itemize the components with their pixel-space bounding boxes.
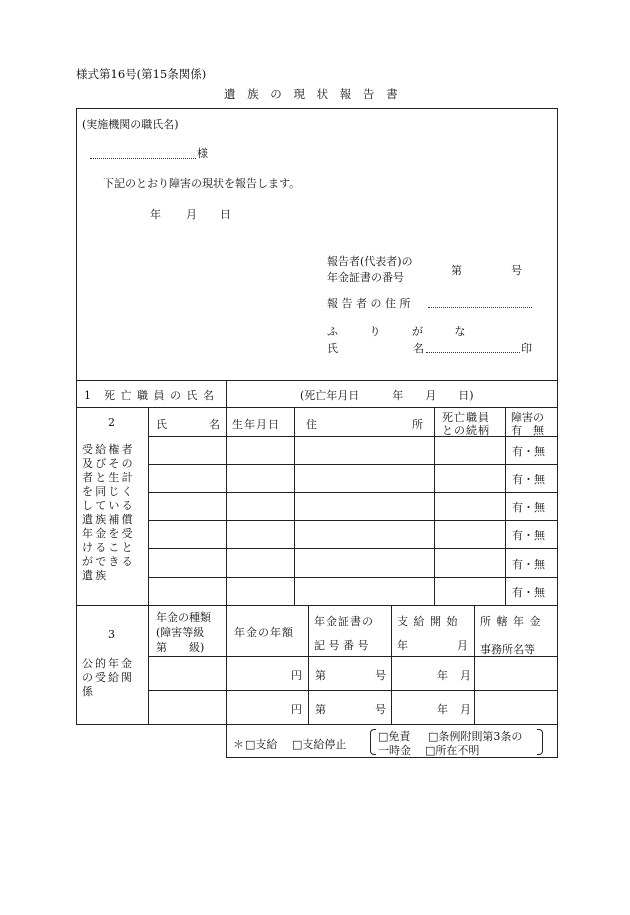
- col-birth: 生年月日: [232, 418, 280, 431]
- section1-label: 1 死 亡 職 員 の 氏 名: [84, 389, 215, 402]
- name-line[interactable]: [426, 352, 520, 353]
- footer-asterisk: ＊: [233, 738, 244, 751]
- disability-choice[interactable]: 有・無: [512, 558, 545, 571]
- col-cert-2: 記 号 番 号: [314, 639, 369, 652]
- unknown-checkbox[interactable]: □所在不明: [425, 744, 480, 757]
- cert-dai: 第: [315, 669, 326, 682]
- section2-side-label: 受給権者及びその者と生計を同じくしている遺族補償年金を受けることができる遺族: [82, 443, 135, 582]
- yen-unit: 円: [291, 669, 302, 682]
- yen-unit: 円: [291, 703, 302, 716]
- disability-choice[interactable]: 有・無: [512, 473, 545, 486]
- pay-checkbox[interactable]: □支給: [245, 738, 278, 751]
- start-month: 月: [460, 669, 471, 682]
- address-line[interactable]: [428, 307, 532, 308]
- right-bracket: [537, 729, 543, 755]
- stop-checkbox[interactable]: □支給停止: [292, 738, 347, 751]
- col-address-1: 住: [306, 418, 317, 431]
- article-checkbox[interactable]: □条例附則第3条の: [428, 730, 523, 743]
- pension-dai: 第: [451, 264, 462, 277]
- start-year: 年: [437, 669, 448, 682]
- date-month: 月: [186, 208, 197, 221]
- reporter-pension-label-2: 年金証書の番号: [327, 271, 404, 284]
- col-amount: 年金の年額: [234, 626, 294, 639]
- agency-name-line[interactable]: [90, 158, 196, 159]
- col-start-1: 支 給 開 始: [397, 615, 459, 628]
- seal-mark: 印: [521, 342, 532, 355]
- left-bracket: [370, 729, 376, 755]
- col-start-2: 年: [397, 639, 408, 652]
- col-office-1: 所 轄 年 金: [480, 615, 542, 628]
- col-type-3: 第 級): [156, 641, 205, 654]
- date-year: 年: [150, 208, 161, 221]
- section2-number: 2: [108, 416, 115, 429]
- section3-side-label: 公的年金の受給関係: [82, 657, 134, 698]
- death-date: (死亡年月日 年 月 日): [300, 389, 474, 402]
- pension-go: 号: [511, 264, 522, 277]
- col-name-2: 名: [209, 418, 220, 431]
- col-disability-1: 障害の: [511, 411, 544, 424]
- agency-label: (実施機関の職氏名): [82, 118, 179, 131]
- col-address-2: 所: [412, 418, 423, 431]
- disability-choice[interactable]: 有・無: [512, 501, 545, 514]
- disability-choice[interactable]: 有・無: [512, 586, 545, 599]
- start-month: 月: [460, 703, 471, 716]
- sama-label: 様: [197, 147, 208, 160]
- col-office-2: 事務所名等: [480, 643, 535, 656]
- exempt-checkbox[interactable]: □免責: [378, 730, 411, 743]
- col-relation-2: との続柄: [442, 424, 490, 437]
- disability-choice[interactable]: 有・無: [512, 529, 545, 542]
- form-number: 様式第16号(第15条関係): [76, 67, 207, 81]
- intro-text: 下記のとおり障害の現状を報告します。: [103, 177, 301, 190]
- lump-sum-label: 一時金: [378, 744, 411, 757]
- cert-go: 号: [375, 703, 386, 716]
- page-title: 遺 族 の 現 状 報 告 書: [224, 87, 402, 101]
- cert-go: 号: [375, 669, 386, 682]
- col-relation-1: 死亡職員: [442, 411, 490, 424]
- col-start-3: 月: [457, 639, 468, 652]
- col-type-1: 年金の種類: [156, 611, 211, 624]
- furigana-label: ふ り が な: [327, 325, 480, 338]
- col-cert-1: 年金証書の: [314, 615, 374, 628]
- cert-dai: 第: [315, 703, 326, 716]
- address-label: 報 告 者 の 住 所: [327, 297, 411, 310]
- col-type-2: (障害等級: [156, 626, 205, 639]
- disability-choice[interactable]: 有・無: [512, 445, 545, 458]
- col-disability-2: 有 無: [511, 424, 544, 437]
- start-year: 年: [437, 703, 448, 716]
- col-name-1: 氏: [156, 418, 167, 431]
- date-day: 日: [220, 208, 231, 221]
- section3-number: 3: [108, 628, 115, 641]
- reporter-pension-label-1: 報告者(代表者)の: [327, 255, 413, 268]
- name-label-1: 氏: [327, 342, 338, 355]
- name-label-2: 名: [413, 342, 424, 355]
